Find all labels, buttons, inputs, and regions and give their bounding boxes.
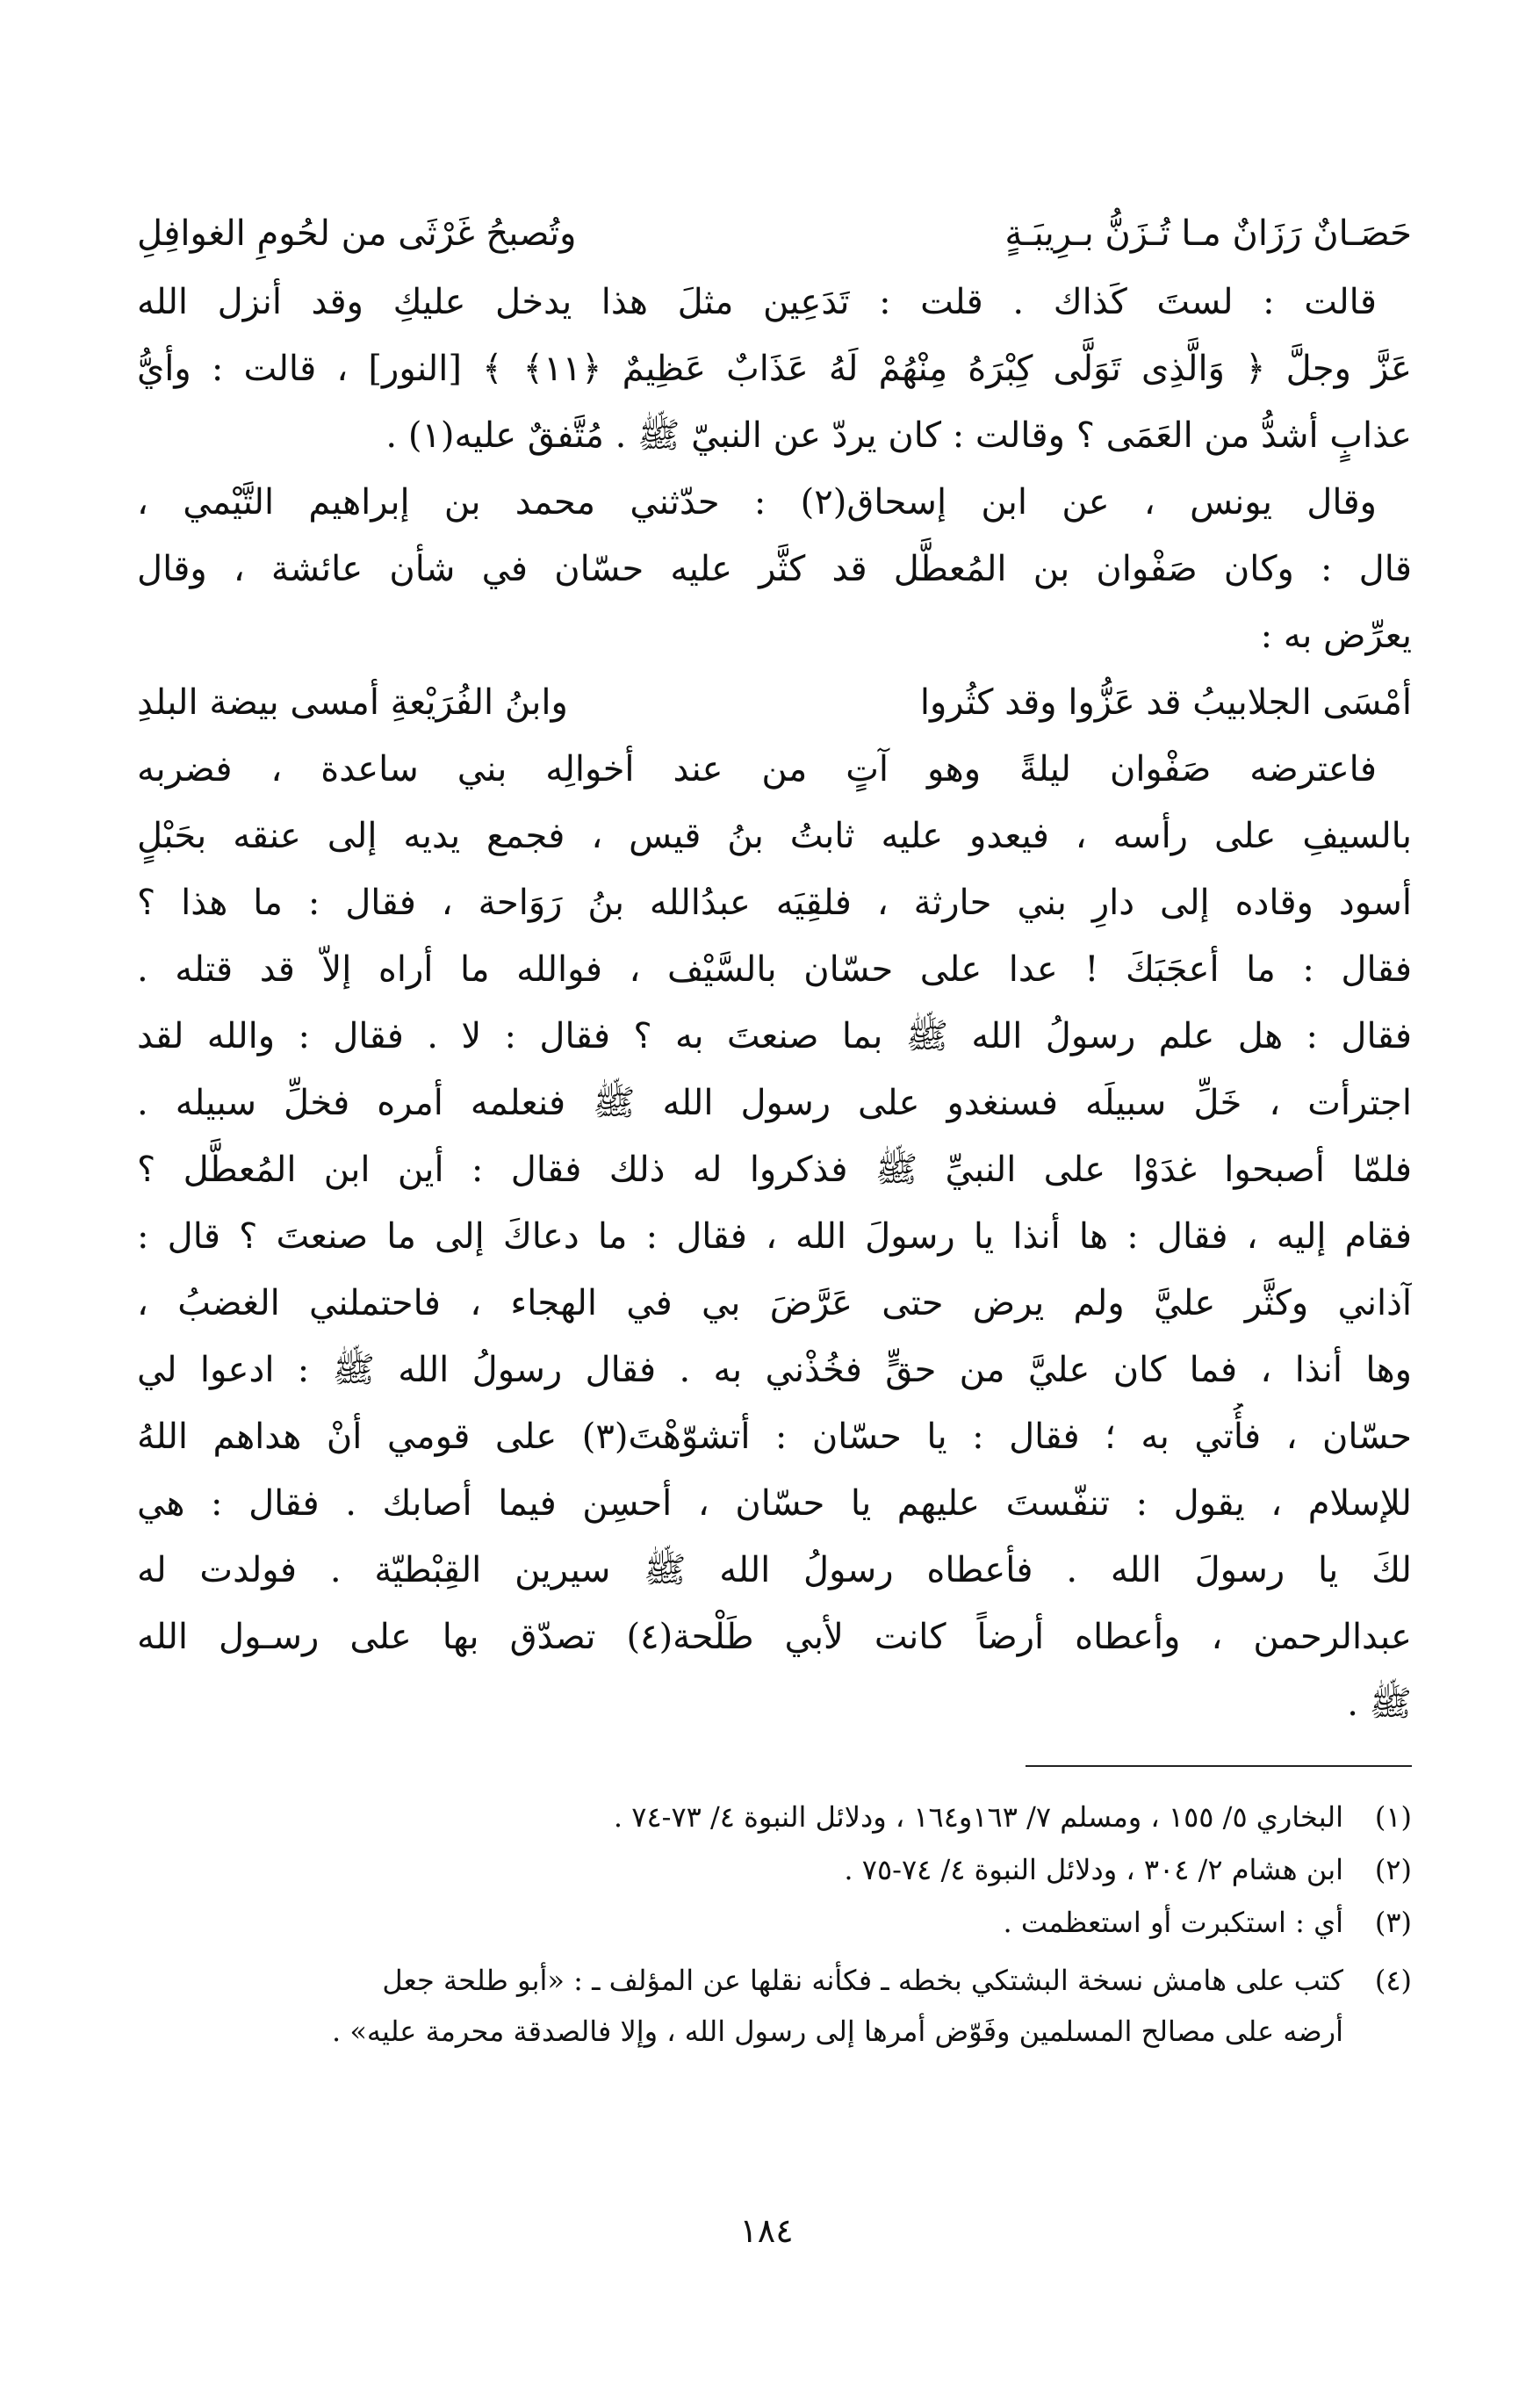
footnote-text: أي : استكبرت أو استعظمت . xyxy=(1003,1906,1343,1939)
paragraph-line: فلمّا أصبحوا غدَوْا على النبيِّ ﷺ فذكروا له ذلك فقال : أين ابن المُعطَّل ؟ xyxy=(137,1150,1412,1190)
paragraph-line: لكَ يا رسولَ الله . فأعطاه رسولُ الله ﷺ سيرين القِبْطيّة . فولدت له xyxy=(137,1550,1412,1590)
footnote-3 xyxy=(137,1897,1412,1948)
poem-verse-2-first-hemistich: أمْسَى الجلابيبُ قد عَزُّوا وقد كثُروا xyxy=(919,682,1412,723)
paragraph-line: أسود وقاده إلى دارِ بني حارثة ، فلقِيَه عبدُالله بنُ رَوَاحة ، فقال : ما هذا ؟ xyxy=(137,883,1412,923)
footnote-text: ابن هشام ٢/ ٣٠٤ ، ودلائل النبوة ٤/ ٧٤-٧٥ . xyxy=(844,1853,1343,1886)
footnote-separator xyxy=(1026,1765,1412,1767)
paragraph-line: فقام إليه ، فقال : ها أنذا يا رسولَ الله ، فقال : ما دعاكَ إلى ما صنعتَ ؟ قال : xyxy=(137,1216,1412,1257)
paragraph-line: قال : وكان صَفْوان بن المُعطَّل قد كثَّر عليه حسّان في شأن عائشة ، وقال xyxy=(137,549,1412,589)
footnote-text: البخاري ٥/ ١٥٥ ، ومسلم ٧/ ١٦٣و١٦٤ ، ودلائل النبوة ٤/ ٧٣-٧٤ . xyxy=(613,1800,1343,1834)
footnote-number: (٢) xyxy=(1374,1853,1412,1886)
poem-verse-1-first-hemistich: حَصَـانٌ رَزَانٌ مـا تُـزَنُّ بـرِيبَـةٍ xyxy=(1004,213,1412,254)
footnote-2 xyxy=(137,1844,1412,1895)
page-number: ١٨٤ xyxy=(739,2211,794,2250)
poem-verse-2-second-hemistich: وابنُ الفُرَيْعةِ أمسى بيضة البلدِ xyxy=(137,682,568,723)
paragraph-line: فقال : ما أعجَبَكَ ! عدا على حسّان بالسَّيْف ، فوالله ما أراه إلاّ قد قتله . xyxy=(137,949,1412,990)
paragraph-line: حسّان ، فأُتي به ؛ فقال : يا حسّان : أتشوّهْتَ(٣) على قومي أنْ هداهم اللهُ xyxy=(137,1417,1412,1457)
paragraph-line: قالت : لستَ كَذاك . قلت : تَدَعِين مثلَ هذا يدخل عليكِ وقد أنزل الله xyxy=(137,282,1377,322)
paragraph-line: للإسلام ، يقول : تنفّستَ عليهم يا حسّان ، أحسِن فيما أصابك . فقال : هي xyxy=(137,1483,1412,1524)
footnote-4 xyxy=(137,1955,1412,2006)
paragraph-line: وها أنذا ، فما كان عليَّ من حقٍّ فخُذْني به . فقال رسولُ الله ﷺ : ادعوا لي xyxy=(137,1350,1412,1390)
paragraph-line: بالسيفِ على رأسه ، فيعدو عليه ثابتُ بنُ قيس ، فجمع يديه إلى عنقه بحَبْلٍ xyxy=(137,816,1412,856)
paragraph-line: اجترأت ، خَلِّ سبيلَه فسنغدو على رسول الله ﷺ فنعلمه أمره فخلِّ سبيله . xyxy=(137,1083,1412,1123)
paragraph-line: فقال : هل علم رسولُ الله ﷺ بما صنعتَ به ؟ فقال : لا . فقال : والله لقد xyxy=(137,1016,1412,1056)
paragraph-line: وقال يونس ، عن ابن إسحاق(٢) : حدّثني محمد بن إبراهيم التَّيْمي ، xyxy=(137,482,1377,523)
footnote-number: (٣) xyxy=(1374,1906,1412,1939)
paragraph-line: عَزَّ وجلَّ ﴿ وَالَّذِى تَوَلَّى كِبْرَهُ مِنْهُمْ لَهُ عَذَابٌ عَظِيمٌ ﴿١١﴾ ﴾ [النور] ، قالت : وأيُّ xyxy=(137,349,1412,389)
footnote-4-continuation: أرضه على مصالح المسلمين وفَوّض أمرها إلى رسول الله ، وإلا فالصدقة محرمة عليه» . xyxy=(331,2015,1343,2048)
poem-verse-1-second-hemistich: وتُصبحُ غَرْثَى من لحُومِ الغوافِلِ xyxy=(137,213,577,254)
footnote-1 xyxy=(137,1792,1412,1842)
paragraph-line: فاعترضه صَفْوان ليلةً وهو آتٍ من عند أخوالِه بني ساعدة ، فضربه xyxy=(137,749,1377,789)
paragraph-line: آذاني وكثَّر عليَّ ولم يرض حتى عَرَّضَ بي في الهجاء ، فاحتملني الغضبُ ، xyxy=(137,1283,1412,1323)
poem-verse-1 xyxy=(137,200,1412,267)
paragraph-line: عبدالرحمن ، وأعطاه أرضاً كانت لأبي طَلْحة(٤) تصدّق بها على رسـول الله xyxy=(137,1617,1412,1657)
paragraph-line: عذابٍ أشدُّ من العَمَى ؟ وقالت : كان يردّ عن النبيّ ﷺ . مُتَّفقٌ عليه(١) . xyxy=(385,415,1412,456)
footnote-number: (١) xyxy=(1374,1800,1412,1834)
footnote-number: (٤) xyxy=(1374,1964,1412,1997)
footnote-text: كتب على هامش نسخة البشتكي بخطه ـ فكأنه نقلها عن المؤلف ـ : «أبو طلحة جعل xyxy=(382,1964,1343,1997)
paragraph-line: ﷺ . xyxy=(1347,1683,1412,1724)
paragraph-line: يعرِّض به : xyxy=(1260,616,1412,656)
poem-verse-2 xyxy=(137,669,1412,736)
